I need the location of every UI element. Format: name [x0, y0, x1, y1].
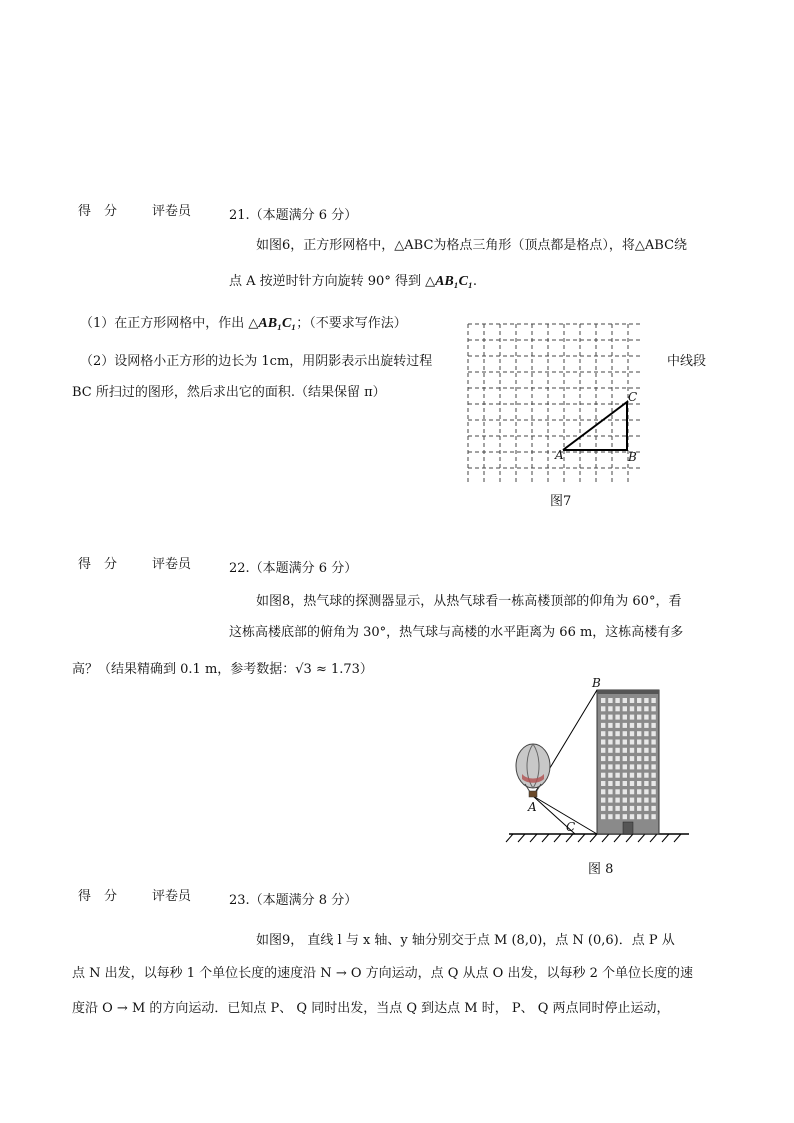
q23-header: 23.（本题满分 8 分）	[229, 893, 358, 908]
q21-line1: 如图6，正方形网格中，△ABC为格点三角形（顶点都是格点），将△ABC绕	[256, 238, 688, 253]
label-b-21: B	[628, 450, 637, 464]
label-a-21: A	[555, 448, 564, 462]
q21-item1: （1）在正方形网格中，作出 △AB₁C₁；（不要求写作法）	[80, 316, 407, 331]
label-a-22: A	[528, 800, 537, 814]
grader-label-23: 评卷员	[152, 889, 192, 904]
q21-item2-c: BC 所扫过的图形，然后求出它的面积.（结果保留 π）	[72, 385, 386, 400]
figure-8-caption: 图 8	[588, 862, 614, 877]
label-c-21: C	[628, 390, 638, 404]
triangle-abc	[563, 402, 627, 450]
score-label-23: 得 分	[78, 889, 118, 904]
building-door	[623, 822, 633, 834]
q23-line1: 如图9， 直线 l 与 x 轴、y 轴分别交于点 M (8,0)，点 N (0,6)．点 P 从	[256, 933, 675, 948]
triangle-ab1c1-label: AB₁C₁	[435, 274, 473, 289]
grader-label-22: 评卷员	[152, 557, 192, 572]
building	[597, 690, 659, 834]
figure-7-caption: 图7	[550, 494, 572, 509]
q22-line1: 如图8，热气球的探测器显示，从热气球看一栋高楼顶部的仰角为 60°，看	[256, 594, 682, 609]
label-c-22: C	[566, 820, 576, 834]
hot-air-balloon-icon	[516, 744, 550, 797]
grader-label-21: 评卷员	[152, 204, 192, 219]
q22-line2: 这栋高楼底部的俯角为 30°，热气球与高楼的水平距离为 66 m，这栋高楼有多	[229, 625, 684, 640]
figure-8	[505, 676, 695, 851]
q21-item2-b: 中线段	[667, 354, 707, 369]
q21-line2: 点 A 按逆时针方向旋转 90° 得到 △AB₁C₁.	[229, 274, 478, 289]
q22-header: 22.（本题满分 6 分）	[229, 561, 358, 576]
score-label-22: 得 分	[78, 557, 118, 572]
q23-line3: 度沿 O → M 的方向运动．已知点 P、 Q 同时出发，当点 Q 到达点 M 时， P、 Q 两点同时停止运动，	[72, 1001, 670, 1016]
q21-header: 21.（本题满分 6 分）	[229, 208, 358, 223]
score-label-21: 得 分	[78, 204, 118, 219]
q22-line3: 高？（结果精确到 0.1 m，参考数据：√3 ≈ 1.73）	[72, 662, 373, 677]
q21-item2-a: （2）设网格小正方形的边长为 1cm，用阴影表示出旋转过程	[80, 354, 433, 369]
label-b-22: B	[592, 676, 601, 690]
q23-line2: 点 N 出发，以每秒 1 个单位长度的速度沿 N → O 方向运动，点 Q 从点 O 出发，以每秒 2 个单位长度的速	[72, 966, 694, 981]
